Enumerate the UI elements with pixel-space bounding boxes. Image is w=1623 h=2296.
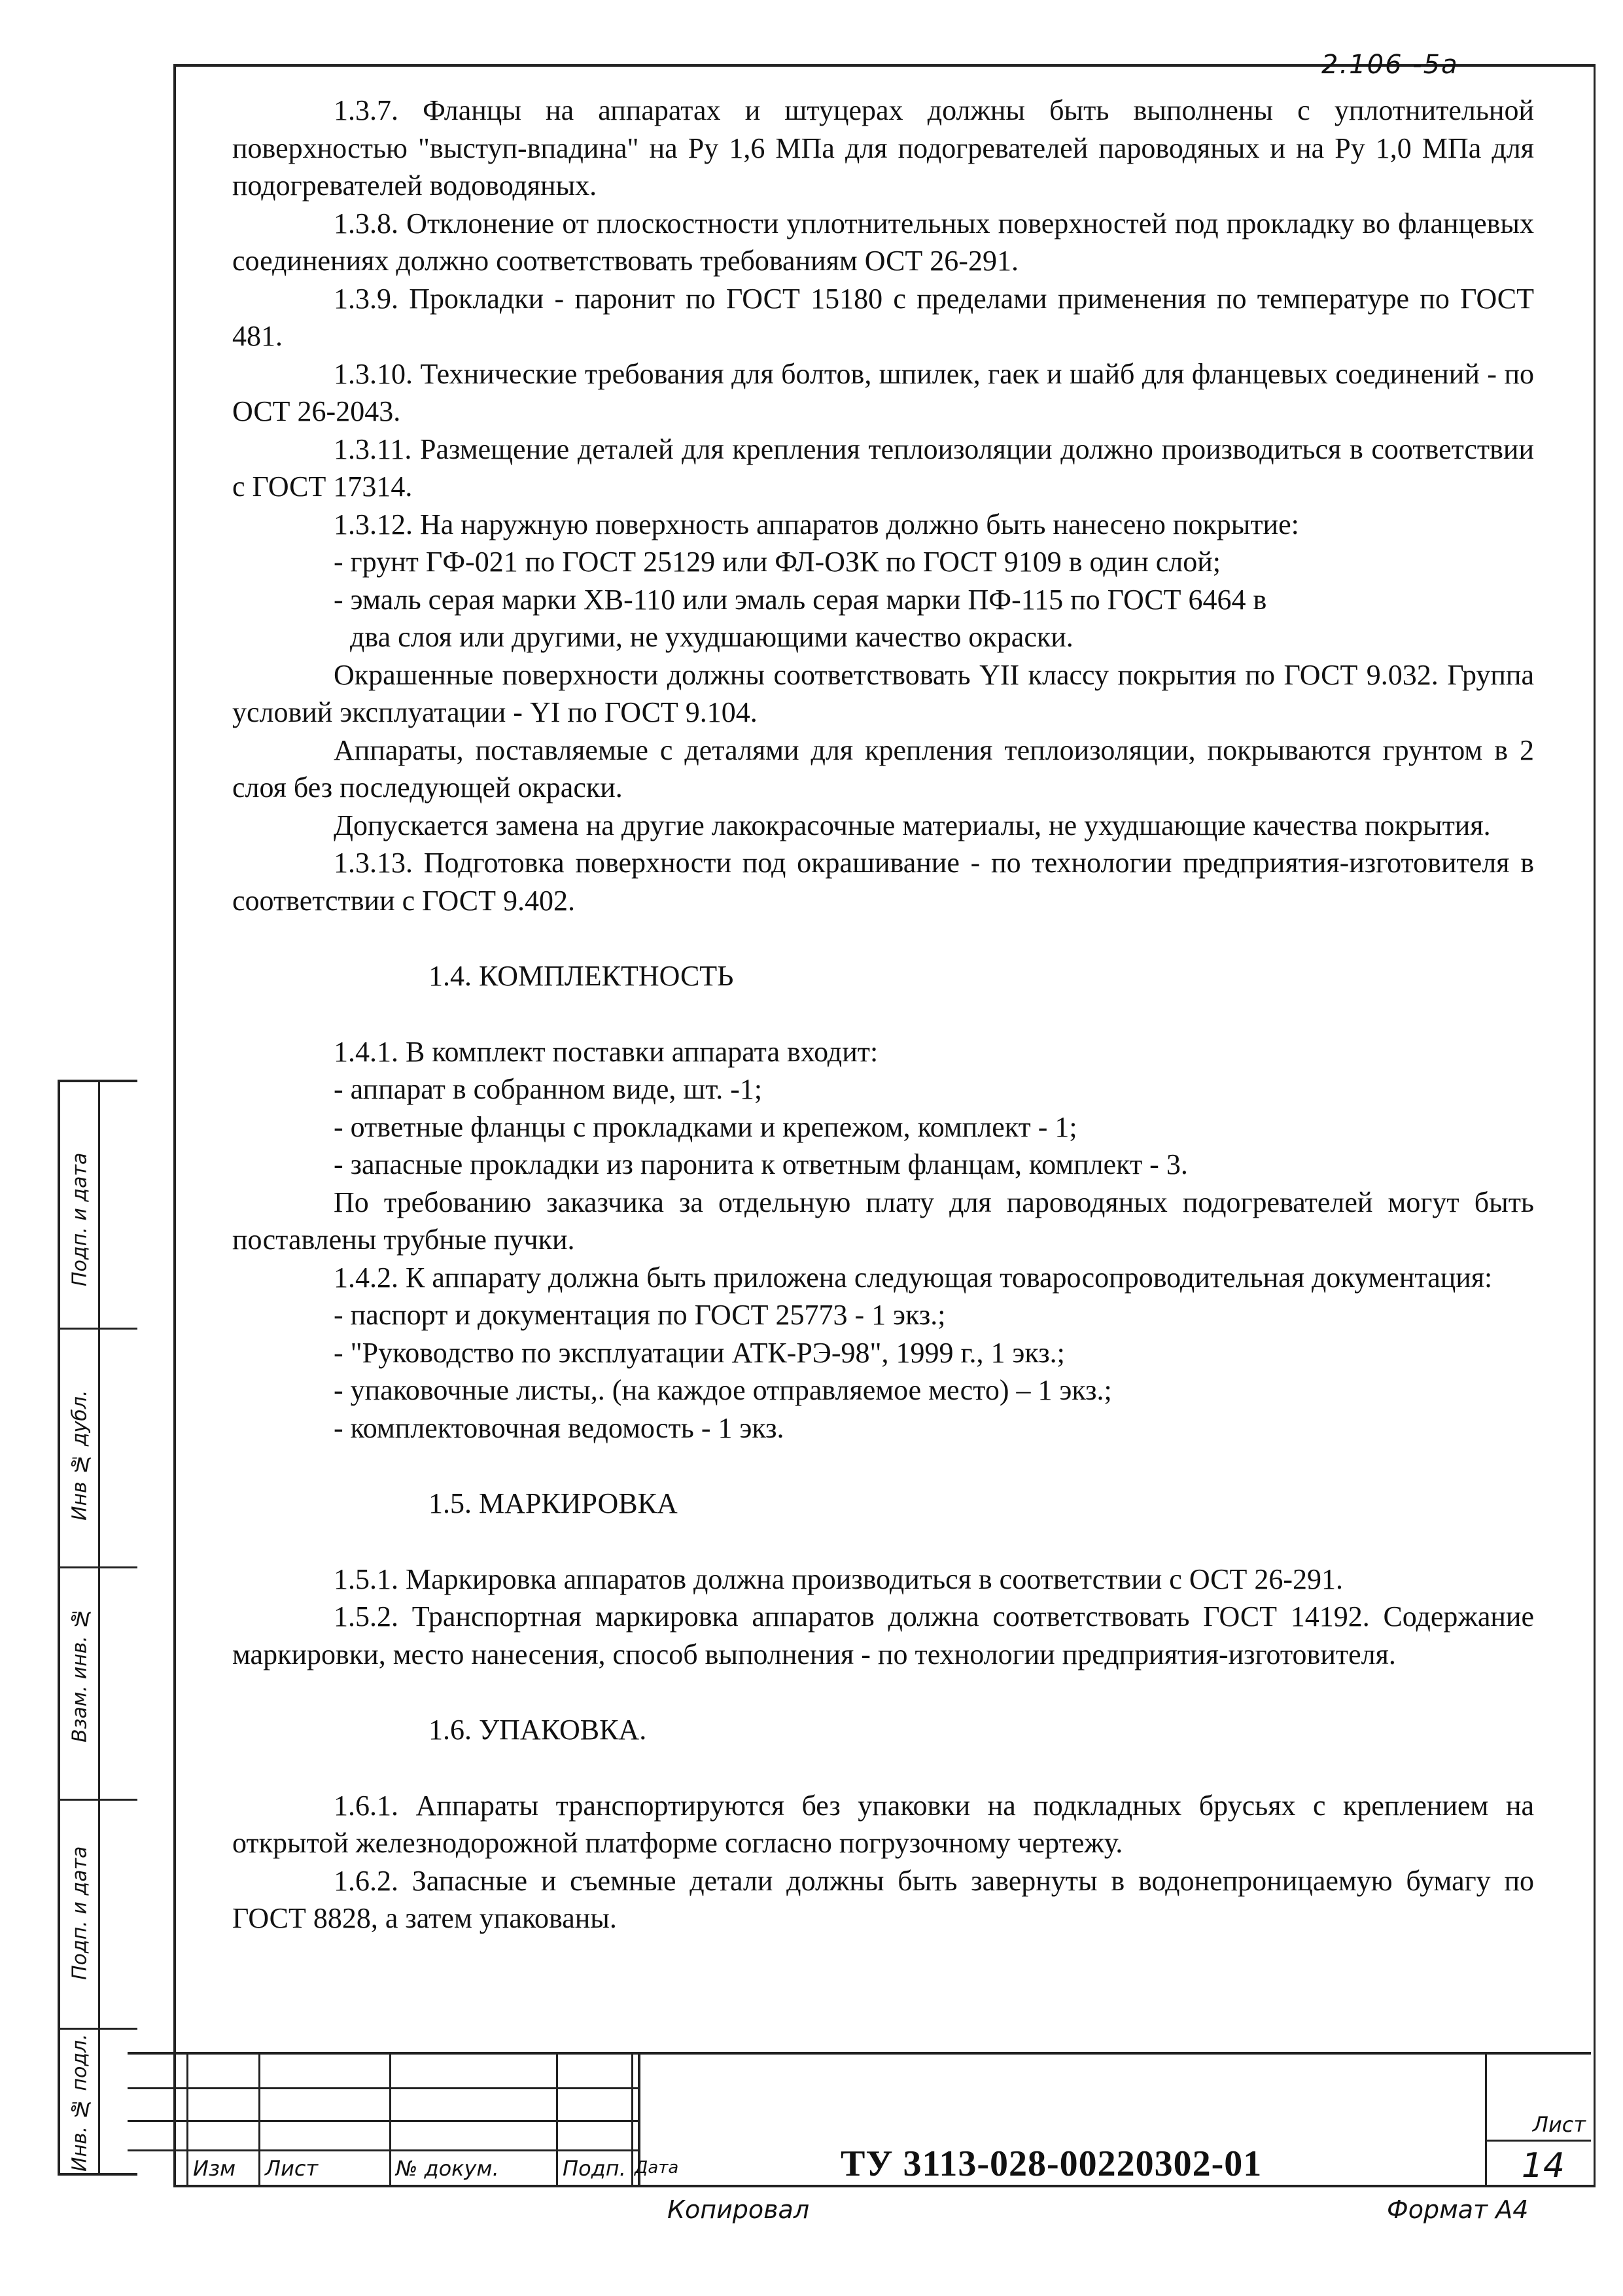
copied-label: Копировал [667, 2195, 810, 2224]
col-sign-label: Подп. [563, 2156, 626, 2181]
grid-line [1485, 2140, 1591, 2142]
paragraph: 1.6.2. Запасные и съемные детали должны быть завернуты в водонепроницаемую бумагу по ГОСТ 8828, а затем упакованы. [232, 1864, 1534, 1934]
grid-line [556, 2055, 558, 2185]
document-body [232, 92, 1534, 1937]
paragraph: 1.3.11. Размещение деталей для крепления теплоизоляции должно производиться в соответствии с ГОСТ 17314. [232, 433, 1534, 503]
sheet-number: 14 [1521, 2146, 1565, 2185]
stamp-separator [60, 2028, 137, 2030]
col-sheet-label: Лист [265, 2156, 319, 2181]
col-doc-label: № докум. [396, 2156, 499, 2181]
stamp-separator [60, 1799, 137, 1801]
list-item: - ответные фланцы с прокладками и крепежом, комплект - 1; [334, 1110, 1077, 1143]
paragraph: 1.3.9. Прокладки - паронит по ГОСТ 15180 с пределами применения по температуре по ГОСТ 481. [232, 282, 1534, 352]
col-change-label: Изм [193, 2156, 236, 2181]
stamp-label: Взам. инв. № [68, 1606, 92, 1742]
margin-stamp [58, 1080, 137, 2176]
paragraph: По требованию заказчика за отдельную плату для пароводяных подогревателей могут быть поставлены трубные пучки. [232, 1186, 1534, 1256]
paragraph: 1.5.1. Маркировка аппаратов должна производиться в соответствии с ОСТ 26-291. [334, 1563, 1344, 1595]
list-item: - эмаль серая марки ХВ-110 или эмаль серая марки ПФ-115 по ГОСТ 6464 в [334, 583, 1267, 616]
list-item: - упаковочные листы,. (на каждое отправляемое место) – 1 экз.; [334, 1374, 1112, 1406]
section-heading: 1.6. УПАКОВКА. [428, 1714, 647, 1746]
grid-line [389, 2055, 391, 2185]
grid-line [128, 2149, 638, 2151]
paragraph: 1.4.1. В комплект поставки аппарата входит: [334, 1035, 879, 1068]
section-heading: 1.4. КОМПЛЕКТНОСТЬ [428, 960, 734, 992]
paragraph: 1.3.7. Фланцы на аппаратах и штуцерах должны быть выполнены с уплотнительной поверхностью "выступ-впадина" на Ру 1,6 МПа для подогревателей пароводяных и на Ру 1,0 МПа для подогревателей водоводяных. [232, 94, 1534, 202]
paragraph: 1.3.10. Технические требования для болтов, шпилек, гаек и шайб для фланцевых соединений - по ОСТ 26-2043. [232, 357, 1534, 427]
paragraph: Аппараты, поставляемые с деталями для крепления теплоизоляции, покрываются грунтом в 2 слоя без последующей окраски. [232, 733, 1534, 804]
list-item: - "Руководство по эксплуатации АТК-РЭ-98", 1999 г., 1 экз.; [334, 1336, 1065, 1369]
list-item: - аппарат в собранном виде, шт. -1; [334, 1073, 763, 1105]
stamp-divider [98, 1082, 100, 2173]
title-block [128, 2052, 1591, 2185]
list-item: - грунт ГФ-021 по ГОСТ 25129 или ФЛ-ОЗК по ГОСТ 9109 в один слой; [334, 546, 1221, 578]
stamp-separator [60, 1328, 137, 1330]
col-date-label: Дата [635, 2158, 679, 2178]
sheet-label: Лист [1532, 2112, 1586, 2137]
stamp-separator [60, 1566, 137, 1568]
paragraph: Окрашенные поверхности должны соответствовать YII классу покрытия по ГОСТ 9.032. Группа условий эксплуатации - YI по ГОСТ 9.104. [232, 658, 1534, 728]
list-item-continuation: два слоя или другими, не ухудшающими качество окраски. [350, 621, 1073, 653]
paragraph: 1.3.13. Подготовка поверхности под окрашивание - по технологии предприятия-изготовителя в соответствии с ГОСТ 9.402. [232, 847, 1534, 917]
grid-line [258, 2055, 260, 2185]
stamp-label: Инв № дубл. [68, 1390, 92, 1521]
document-code: ТУ 3113-028-00220302-01 [841, 2144, 1263, 2184]
grid-line [186, 2055, 188, 2185]
paragraph: 1.3.12. На наружную поверхность аппаратов должно быть нанесено покрытие: [334, 508, 1299, 540]
grid-line [128, 2087, 638, 2089]
paragraph: Допускается замена на другие лакокрасочные материалы, не ухудшающие качества покрытия. [334, 809, 1491, 841]
paragraph: 1.6.1. Аппараты транспортируются без упаковки на подкладных брусьях с креплением на открытой железнодорожной платформе согласно погрузочному чертежу. [232, 1789, 1534, 1859]
stamp-label: Подп. и дата [68, 1846, 92, 1981]
archive-number: 2.106 -5а [1321, 50, 1459, 80]
paragraph: 1.5.2. Транспортная маркировка аппаратов должна соответствовать ГОСТ 14192. Содержание маркировки, место нанесения, способ выполнения - по технологии предприятия-изготовителя. [232, 1600, 1534, 1670]
paragraph: 1.3.8. Отклонение от плоскостности уплотнительных поверхностей под прокладку во фланцевых соединениях должно соответствовать требованиям ОСТ 26-291. [232, 207, 1534, 277]
list-item: - комплектовочная ведомость - 1 экз. [334, 1411, 784, 1444]
stamp-label: Инв. № подл. [68, 2034, 92, 2172]
grid-line [631, 2055, 633, 2185]
list-item: - паспорт и документация по ГОСТ 25773 - 1 экз.; [334, 1299, 946, 1331]
list-item: - запасные прокладки из паронита к ответным фланцам, комплект - 3. [334, 1148, 1188, 1180]
section-heading: 1.5. МАРКИРОВКА [428, 1487, 678, 1519]
format-label: Формат А4 [1387, 2195, 1529, 2224]
stamp-label: Подп. и дата [68, 1152, 92, 1287]
grid-line [1485, 2055, 1487, 2185]
grid-line [128, 2120, 638, 2122]
paragraph: 1.4.2. К аппарату должна быть приложена следующая товаросопроводительная документация: [334, 1261, 1493, 1294]
